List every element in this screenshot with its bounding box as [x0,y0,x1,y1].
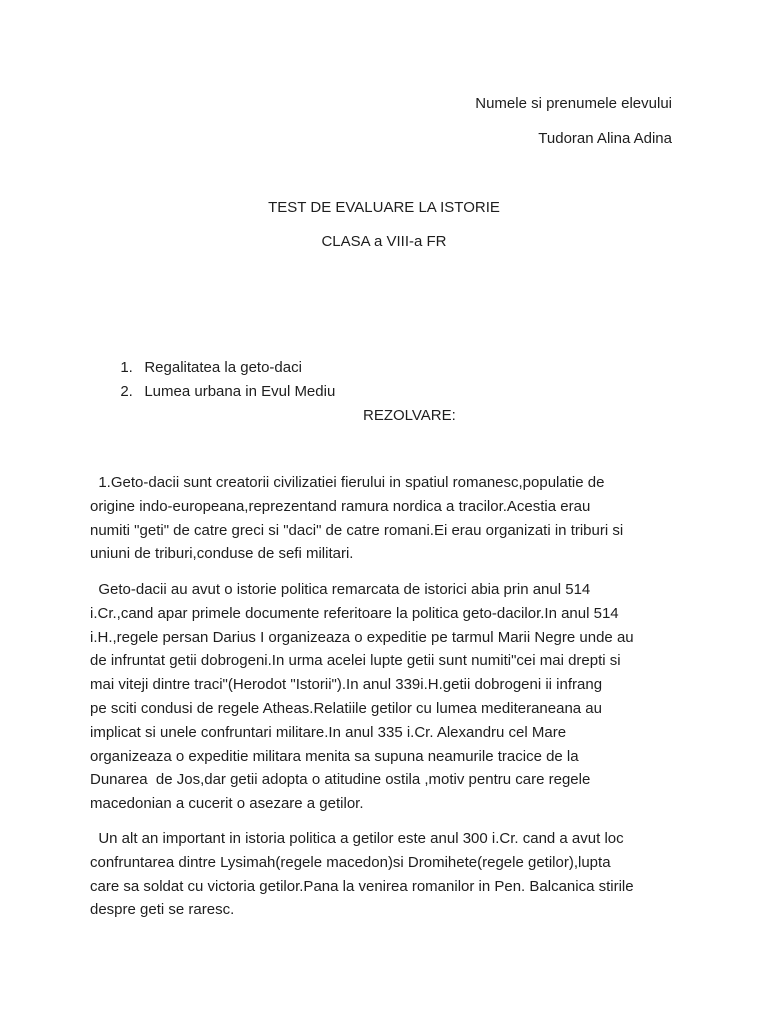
paragraph-line: macedonian a cucerit o asezare a getilor. [90,795,364,813]
class-subtitle: CLASA a VIII-a FR [321,233,447,250]
paragraph-line: Geto-dacii au avut o istorie politica remarcata de istorici abia prin anul 514 [90,581,591,598]
solution-heading: REZOLVARE: [363,407,456,424]
paragraph-line: uniuni de triburi,conduse de sefi militari. [90,545,354,563]
paragraph-1 [90,471,710,566]
paragraph-line: de infruntat getii dobrogeni.In urma acelei lupte getii sunt numiti"cei mai drepti si [90,652,621,670]
paragraph-line: despre geti se raresc. [90,901,235,919]
list-item [112,356,335,404]
paragraph-3 [90,827,710,922]
paragraph-line: implicat si unele confruntari militare.In anul 335 i.Cr. Alexandru cel Mare [90,723,567,741]
paragraph-line: i.H.,regele persan Darius I organizeaza o expeditie pe tarmul Marii Negre unde au [90,628,634,646]
student-label: Numele si prenumele elevului [475,95,672,112]
paragraph-line: care sa soldat cu victoria getilor.Pana la venirea romanilor in Pen. Balcanica stirile [90,877,634,895]
list-item-number: 1. [120,359,133,376]
paragraph-line: confruntarea dintre Lysimah(regele macedon)si Dromihete(regele getilor),lupta [90,853,611,871]
paragraph-line: i.Cr.,cand apar primele documente referitoare la politica geto-dacilor.In anul 514 [90,604,619,622]
paragraph-line: Un alt an important in istoria politica a getilor este anul 300 i.Cr. cand a avut loc [90,830,624,847]
list-item-text: Lumea urbana in Evul Mediu [144,383,336,400]
student-name: Tudoran Alina Adina [538,130,672,147]
paragraph-line: mai viteji dintre traci"(Herodot "Istorii").In anul 339i.H.getii dobrogeni ii infrang [90,676,603,694]
paragraph-line: origine indo-europeana,reprezentand ramura nordica a tracilor.Acestia erau [90,497,591,515]
list-item-text: Regalitatea la geto-daci [144,359,302,376]
paragraph-line: pe sciti condusi de regele Atheas.Relatiile getilor cu lumea mediteraneana au [90,699,602,717]
list-item-number: 2. [120,383,133,400]
paragraph-2 [90,578,710,816]
paragraph-line: organizeaza o expeditie militara menita sa supuna neamurile tracice de la [90,747,579,765]
test-title: TEST DE EVALUARE LA ISTORIE [268,199,500,216]
paragraph-line: Dunarea de Jos,dar getii adopta o atitudine ostila ,motiv pentru care regele [90,771,591,789]
paragraph-line: 1.Geto-dacii sunt creatorii civilizatiei fierului in spatiul romanesc,populatie de [90,474,605,491]
paragraph-line: numiti "geti" de catre greci si "daci" de catre romani.Ei erau organizati in triburi si [90,521,624,539]
